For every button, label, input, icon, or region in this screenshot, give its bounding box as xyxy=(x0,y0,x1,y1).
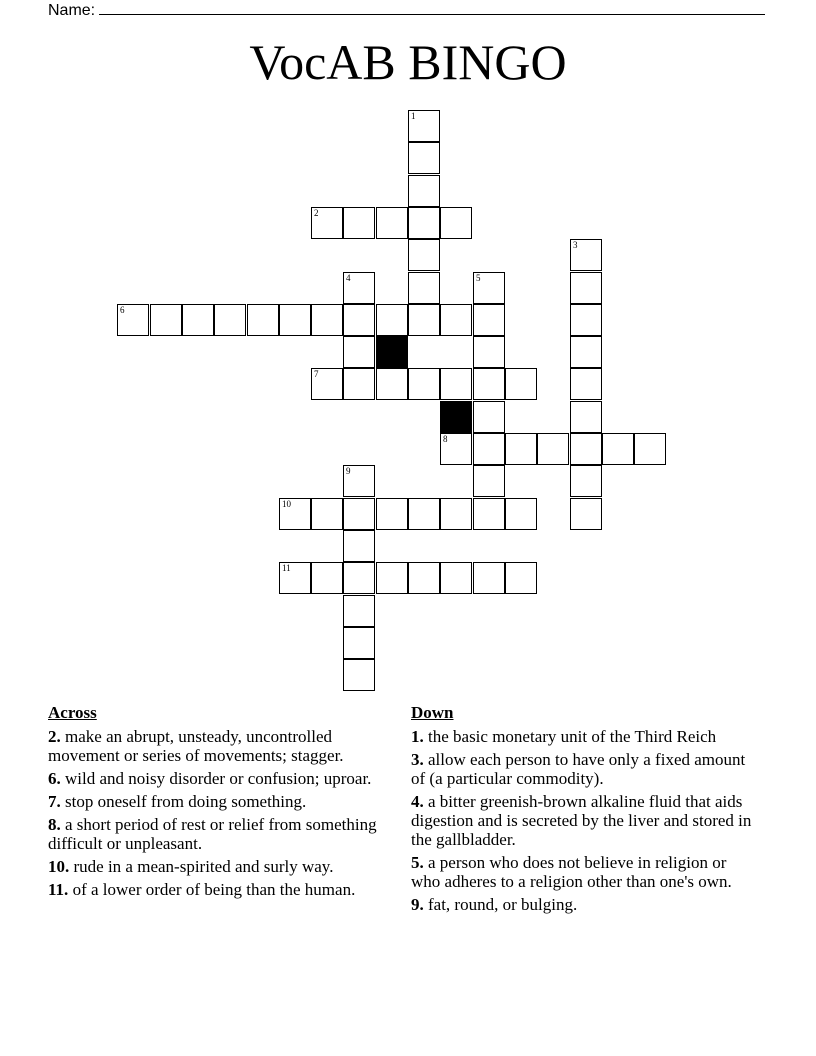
grid-cell[interactable] xyxy=(570,498,602,530)
grid-cell[interactable] xyxy=(473,401,505,433)
across-clue xyxy=(48,727,398,765)
across-clue-list xyxy=(48,727,398,899)
grid-cell[interactable] xyxy=(279,498,311,530)
grid-cell[interactable] xyxy=(570,401,602,433)
grid-cell[interactable] xyxy=(247,304,279,336)
clue-number: 11 xyxy=(282,563,291,573)
grid-cell[interactable] xyxy=(376,498,408,530)
clue-number: 1 xyxy=(411,111,416,121)
down-heading: Down xyxy=(411,703,454,722)
grid-cell[interactable] xyxy=(343,659,375,691)
grid-cell[interactable] xyxy=(473,368,505,400)
grid-cell[interactable] xyxy=(311,562,343,594)
grid-cell[interactable] xyxy=(408,498,440,530)
grid-cell[interactable] xyxy=(440,498,472,530)
grid-cell[interactable] xyxy=(343,368,375,400)
grid-cell[interactable] xyxy=(537,433,569,465)
grid-cell[interactable] xyxy=(505,433,537,465)
clue-text: wild and noisy disorder or confusion; uproar. xyxy=(60,769,372,788)
grid-cell[interactable] xyxy=(570,368,602,400)
clue-number-label: 6. xyxy=(48,769,61,788)
clue-text: a short period of rest or relief from something difficult or unpleasant. xyxy=(48,815,377,853)
grid-cell[interactable] xyxy=(634,433,666,465)
clue-number: 3 xyxy=(573,240,578,250)
grid-cell[interactable] xyxy=(343,562,375,594)
grid-cell[interactable] xyxy=(473,433,505,465)
clue-number-label: 7. xyxy=(48,792,61,811)
black-cell xyxy=(376,336,408,368)
across-clue xyxy=(48,857,398,876)
grid-cell[interactable] xyxy=(473,304,505,336)
clue-number-label: 5. xyxy=(411,853,424,872)
across-clue xyxy=(48,880,398,899)
clue-number: 7 xyxy=(314,369,319,379)
clue-number-label: 8. xyxy=(48,815,61,834)
grid-cell[interactable] xyxy=(473,562,505,594)
grid-cell[interactable] xyxy=(343,336,375,368)
grid-cell[interactable] xyxy=(570,465,602,497)
grid-cell[interactable] xyxy=(473,272,505,304)
clue-number: 5 xyxy=(476,273,481,283)
grid-cell[interactable] xyxy=(150,304,182,336)
grid-cell[interactable] xyxy=(473,465,505,497)
grid-cell[interactable] xyxy=(570,336,602,368)
clue-number-label: 1. xyxy=(411,727,424,746)
grid-cell[interactable] xyxy=(376,368,408,400)
across-clue xyxy=(48,769,398,788)
clue-text: fat, round, or bulging. xyxy=(423,895,578,914)
grid-cell[interactable] xyxy=(279,562,311,594)
clue-number: 10 xyxy=(282,499,291,509)
clue-number-label: 10. xyxy=(48,857,70,876)
clue-number: 2 xyxy=(314,208,319,218)
name-label: Name: xyxy=(48,2,96,19)
grid-cell[interactable] xyxy=(343,465,375,497)
across-clues xyxy=(48,703,398,903)
clue-text: of a lower order of being than the human. xyxy=(68,880,356,899)
clue-text: a bitter greenish-brown alkaline fluid that aids digestion and is secreted by the liver and stored in the gallbladder. xyxy=(411,792,752,849)
clue-number-label: 9. xyxy=(411,895,424,914)
grid-cell[interactable] xyxy=(343,498,375,530)
clue-number: 4 xyxy=(346,273,351,283)
grid-cell[interactable] xyxy=(408,175,440,207)
grid-cell[interactable] xyxy=(343,627,375,659)
clue-number-label: 4. xyxy=(411,792,424,811)
grid-cell[interactable] xyxy=(343,272,375,304)
across-heading: Across xyxy=(48,703,97,722)
down-clue xyxy=(411,792,756,849)
grid-cell[interactable] xyxy=(408,562,440,594)
grid-cell[interactable] xyxy=(570,272,602,304)
grid-cell[interactable] xyxy=(311,207,343,239)
across-clue xyxy=(48,792,398,811)
grid-cell[interactable] xyxy=(343,530,375,562)
grid-cell[interactable] xyxy=(440,433,472,465)
grid-cell[interactable] xyxy=(440,368,472,400)
grid-cell[interactable] xyxy=(408,207,440,239)
across-clue xyxy=(48,815,398,853)
clue-number-label: 2. xyxy=(48,727,61,746)
grid-cell[interactable] xyxy=(376,562,408,594)
grid-cell[interactable] xyxy=(570,433,602,465)
clue-text: rude in a mean-spirited and surly way. xyxy=(69,857,334,876)
clue-text: the basic monetary unit of the Third Reich xyxy=(423,727,717,746)
grid-cell[interactable] xyxy=(408,368,440,400)
black-cell xyxy=(440,401,472,433)
clue-number: 9 xyxy=(346,466,351,476)
grid-cell[interactable] xyxy=(117,304,149,336)
grid-cell[interactable] xyxy=(570,239,602,271)
grid-cell[interactable] xyxy=(311,304,343,336)
clue-number: 8 xyxy=(443,434,448,444)
page-title: VocAB BINGO xyxy=(249,34,567,90)
grid-cell[interactable] xyxy=(408,239,440,271)
clue-number: 6 xyxy=(120,305,125,315)
grid-cell[interactable] xyxy=(343,207,375,239)
grid-cell[interactable] xyxy=(343,595,375,627)
clue-number-label: 11. xyxy=(48,880,69,899)
grid-cell[interactable] xyxy=(505,562,537,594)
grid-cell[interactable] xyxy=(440,304,472,336)
grid-cell[interactable] xyxy=(440,562,472,594)
grid-cell[interactable] xyxy=(182,304,214,336)
down-clue xyxy=(411,750,756,788)
grid-cell[interactable] xyxy=(311,498,343,530)
down-clue-list xyxy=(411,727,756,914)
grid-cell[interactable] xyxy=(376,304,408,336)
grid-cell[interactable] xyxy=(311,368,343,400)
grid-cell[interactable] xyxy=(408,110,440,142)
clue-text: make an abrupt, unsteady, uncontrolled movement or series of movements; stagger. xyxy=(48,727,344,765)
clue-text: a person who does not believe in religion or who adheres to a religion other than one's own. xyxy=(411,853,732,891)
grid-cell[interactable] xyxy=(376,207,408,239)
grid-cell[interactable] xyxy=(440,207,472,239)
clue-text: allow each person to have only a fixed amount of (a particular commodity). xyxy=(411,750,746,788)
clue-text: stop oneself from doing something. xyxy=(60,792,307,811)
down-clue xyxy=(411,895,756,914)
clue-number-label: 3. xyxy=(411,750,424,769)
down-clue xyxy=(411,853,756,891)
grid-cell[interactable] xyxy=(505,368,537,400)
grid-cell[interactable] xyxy=(473,336,505,368)
grid-cell[interactable] xyxy=(408,304,440,336)
grid-cell[interactable] xyxy=(408,142,440,174)
grid-cell[interactable] xyxy=(570,304,602,336)
grid-cell[interactable] xyxy=(214,304,246,336)
grid-cell[interactable] xyxy=(505,498,537,530)
grid-cell[interactable] xyxy=(279,304,311,336)
grid-cell[interactable] xyxy=(343,304,375,336)
down-clues xyxy=(411,703,756,918)
grid-cell[interactable] xyxy=(473,498,505,530)
down-clue xyxy=(411,727,756,746)
grid-cell[interactable] xyxy=(408,272,440,304)
grid-cell[interactable] xyxy=(602,433,634,465)
